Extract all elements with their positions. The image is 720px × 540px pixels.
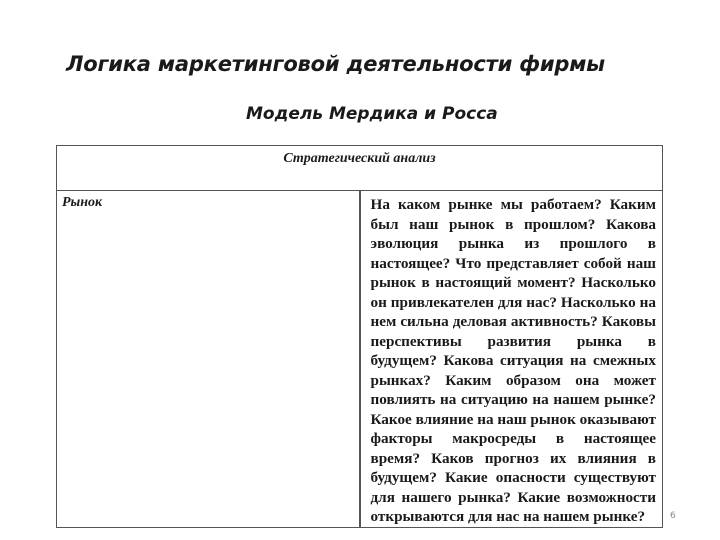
strategic-analysis-table [56,145,663,528]
table-row [57,191,663,528]
page-number: 6 [670,511,676,521]
table-header-row [57,146,663,191]
row-text-market: На каком рынке мы работаем? Каким был наш рынок в прошлом? Какова эволюция рынка из прошлого в настоящее? Что представляет собой наш рынок в настоящий момент? Насколько он привлекателен для нас? Насколько на нем сильна деловая активность? Каковы перспективы развития рынка в будущем? Какова ситуация на смежных рынках? Каким образом она может повлиять на ситуацию на нашем рынке? Какое влияние на наш рынок оказывают факторы макросреды в настоящее время? Каков прогноз их влияния в будущем? Какие опасности существуют для нашего рынка? Какие возможности открываются для нас на нашем рынке? [360,191,663,528]
slide-subtitle: Модель Мердика и Росса [246,104,498,124]
row-label-market: Рынок [57,191,360,528]
table-header-cell: Стратегический анализ [57,146,663,191]
slide-title: Логика маркетинговой деятельности фирмы [66,52,605,76]
